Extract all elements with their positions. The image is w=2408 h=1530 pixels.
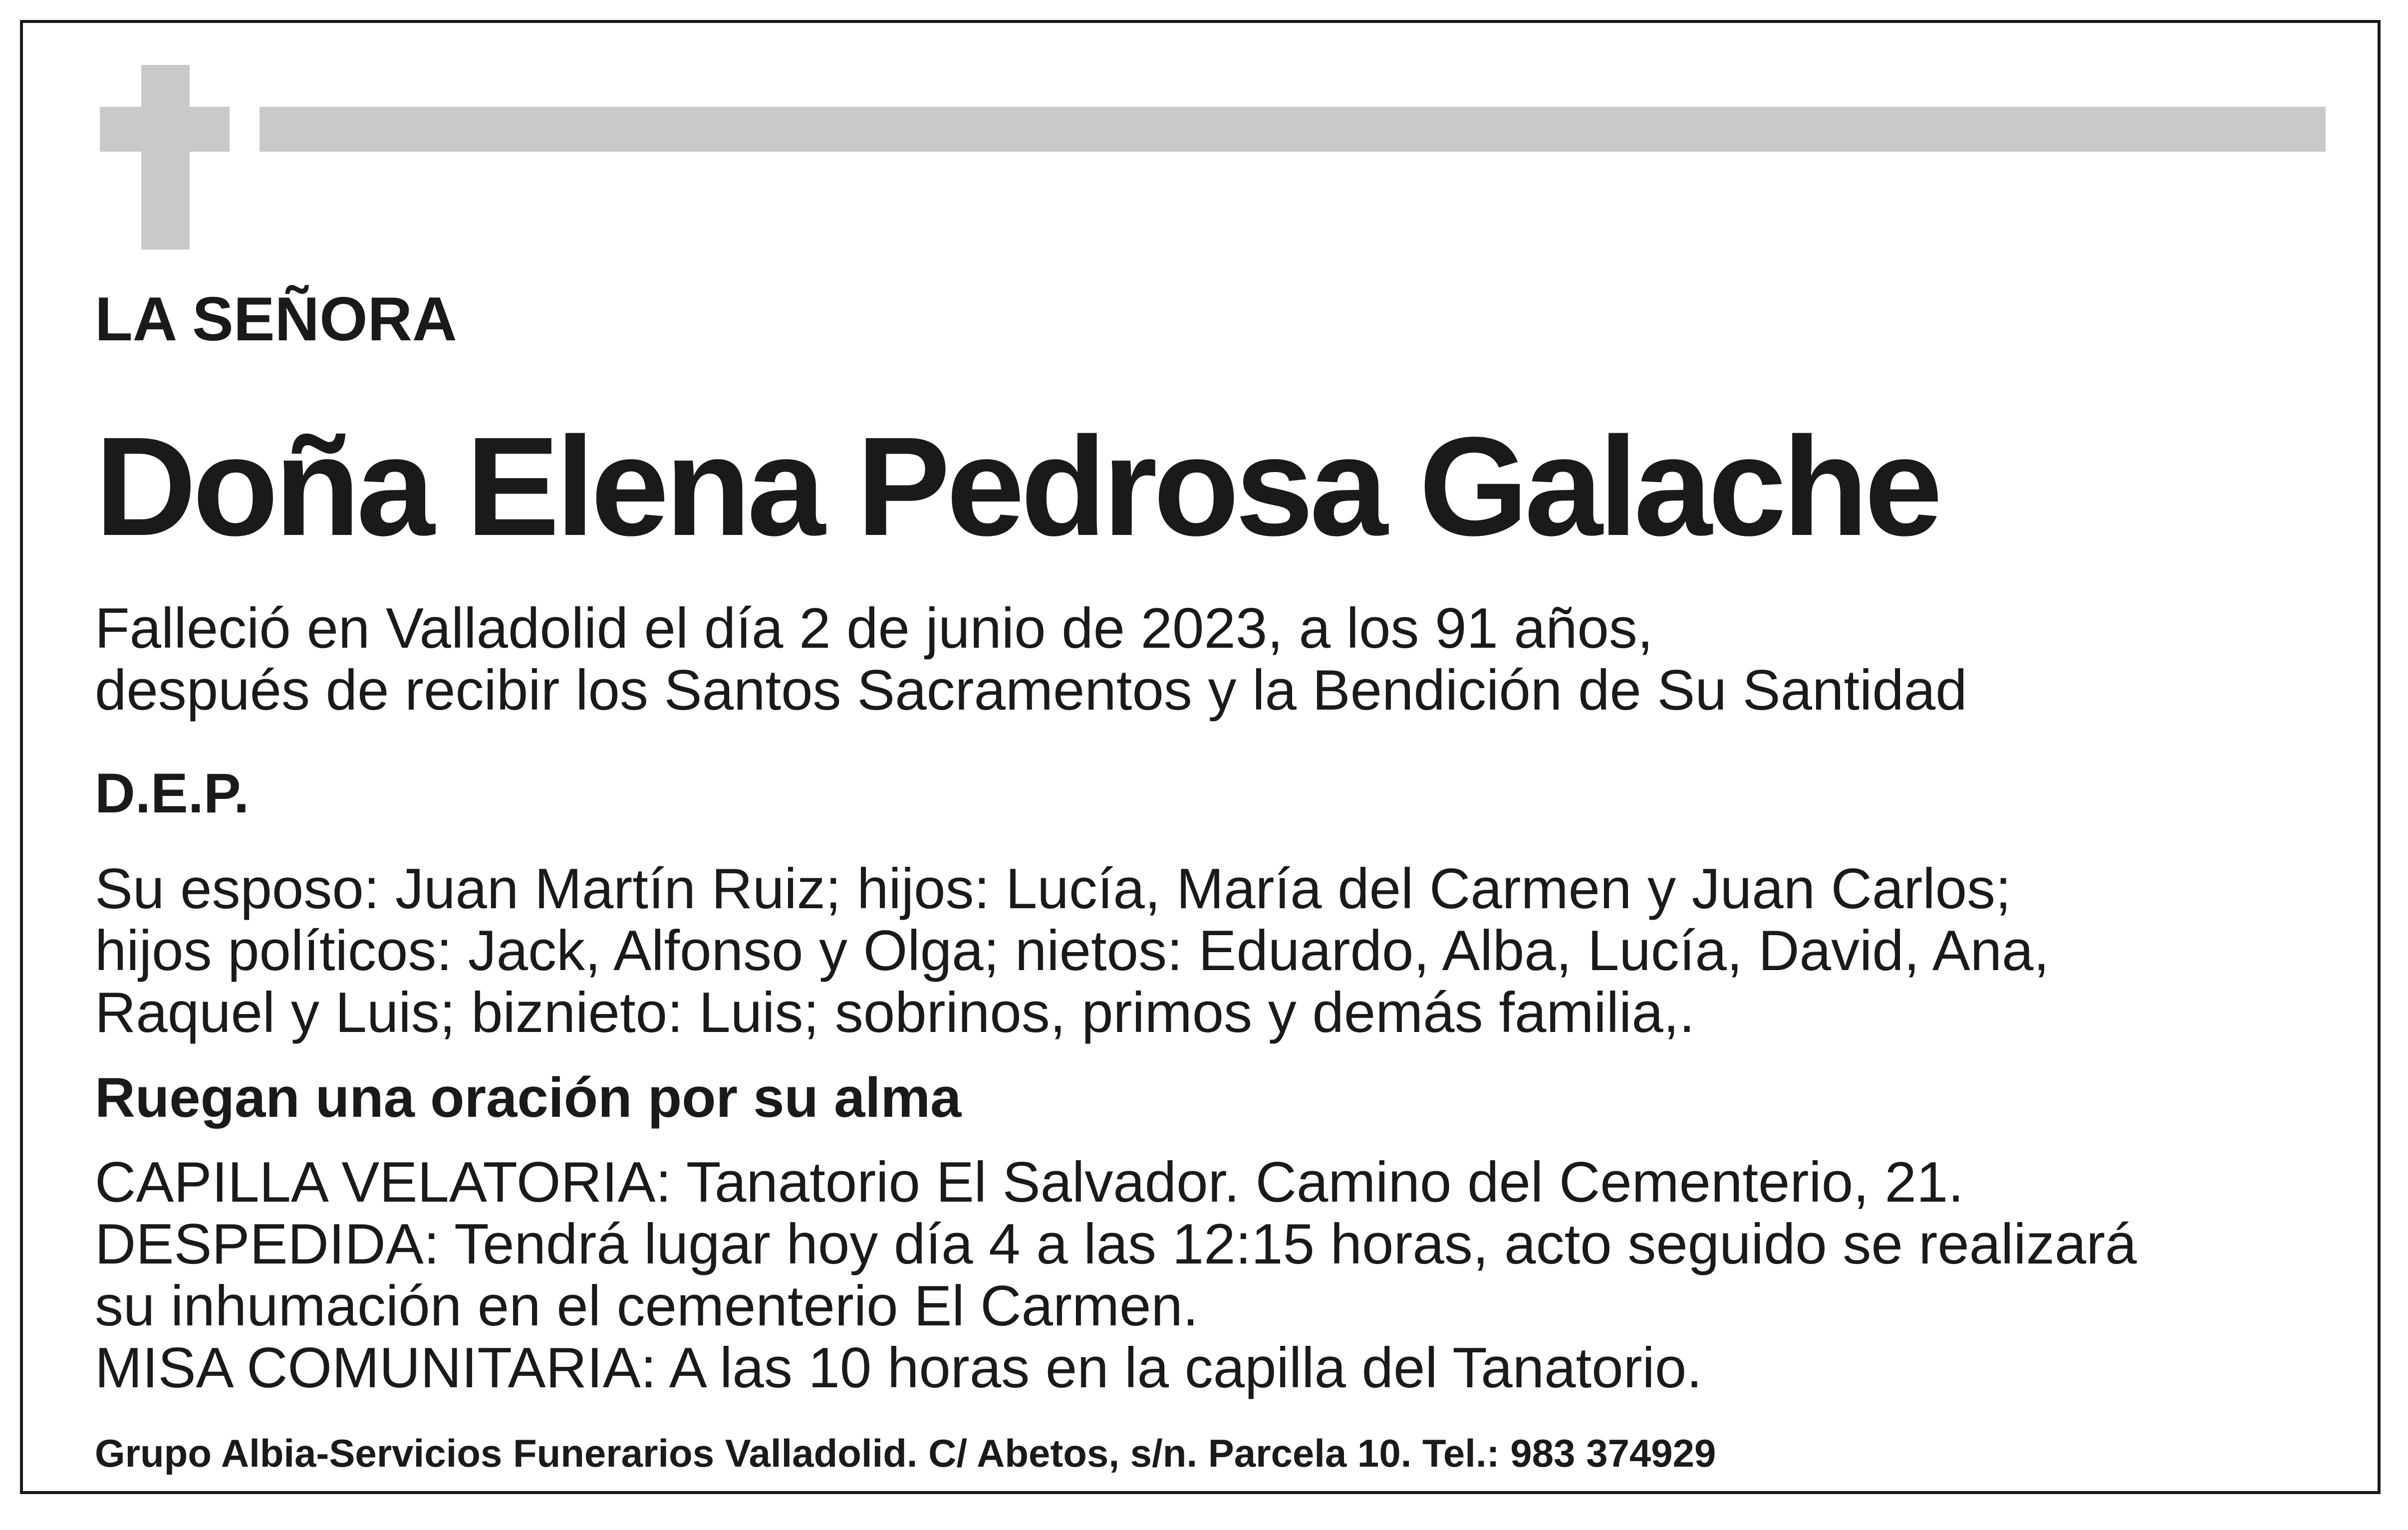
cross-horizontal-bar — [100, 107, 230, 152]
service-detail-line: MISA COMUNITARIA: A las 10 horas en la capilla del Tanatorio. — [95, 1336, 1702, 1400]
family-line: hijos políticos: Jack, Alfonso y Olga; nietos: Eduardo, Alba, Lucía, David, Ana, — [95, 919, 2050, 983]
prayer-request: Ruegan una oración por su alma — [95, 1066, 962, 1129]
family-line: Su esposo: Juan Martín Ruiz; hijos: Lucía, María del Carmen y Juan Carlos; — [95, 857, 2011, 921]
cross-vertical-bar — [141, 65, 190, 250]
header-divider-bar — [260, 107, 2326, 152]
deceased-name: Doña Elena Pedrosa Galache — [95, 408, 1939, 565]
rip-label: D.E.P. — [95, 762, 250, 824]
family-line: Raquel y Luis; biznieto: Luis; sobrinos, primos y demás familia,. — [95, 981, 1695, 1044]
death-notice-line: después de recibir los Santos Sacramentos y la Bendición de Su Santidad — [95, 659, 1967, 722]
service-detail-line: DESPEDIDA: Tendrá lugar hoy día 4 a las 12:15 horas, acto seguido se realizará — [95, 1213, 2137, 1276]
death-notice-line: Falleció en Valladolid el día 2 de junio de 2023, a los 91 años, — [95, 597, 1653, 660]
funeral-home-footer: Grupo Albia-Servicios Funerarios Valladolid. C/ Abetos, s/n. Parcela 10. Tel.: 983 374929 — [95, 1431, 1716, 1475]
honorific: LA SEÑORA — [95, 285, 457, 354]
service-detail-line: su inhumación en el cementerio El Carmen. — [95, 1275, 1199, 1338]
service-detail-line: CAPILLA VELATORIA: Tanatorio El Salvador. Camino del Cementerio, 21. — [95, 1151, 1964, 1214]
